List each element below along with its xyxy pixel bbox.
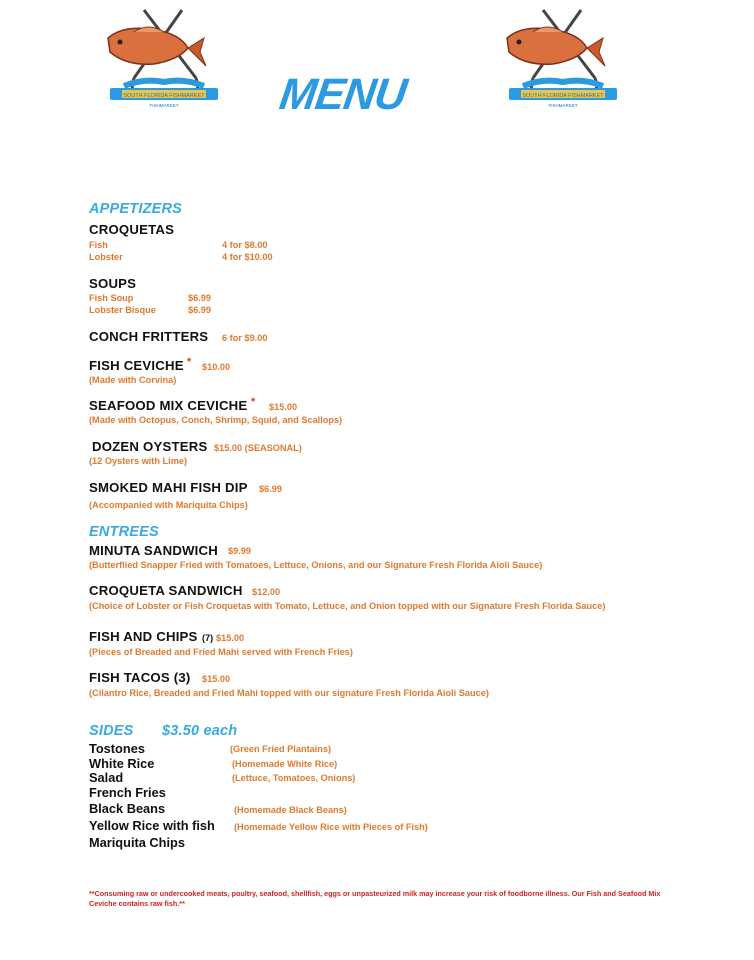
option-name: Lobster: [89, 252, 123, 262]
side-description: (Green Fried Plantains): [230, 744, 332, 754]
option-price: 4 for $8.00: [222, 240, 268, 250]
fish-logo-icon: [503, 8, 621, 112]
svg-text:SOUTH FLORIDA FISHMARKET: SOUTH FLORIDA FISHMARKET: [123, 93, 205, 99]
item-price: $15.00: [269, 402, 298, 412]
side-item: Tostones: [89, 741, 145, 756]
page-title: MENU: [276, 70, 410, 119]
raw-warning-star: *: [187, 356, 192, 368]
item-price: $12.00: [252, 587, 281, 597]
svg-text:SOUTH FLORIDA FISHMARKET: SOUTH FLORIDA FISHMARKET: [522, 93, 604, 99]
svg-text:FISHMARKET: FISHMARKET: [149, 103, 179, 108]
fish-logo-icon: [104, 8, 222, 112]
item-croquetas: CROQUETAS: [89, 222, 175, 237]
item-soups: SOUPS: [89, 276, 137, 291]
item-price: $6.99: [259, 484, 282, 494]
item-description: (Cilantro Rice, Breaded and Fried Mahi topped with our signature Fresh Florida Aioli Sauce): [89, 688, 489, 698]
item-fish-and-chips: FISH AND CHIPS: [89, 629, 198, 644]
item-fish-ceviche: FISH CEVICHE: [89, 358, 184, 373]
svg-text:FISHMARKET: FISHMARKET: [548, 103, 578, 108]
side-item: French Fries: [89, 785, 166, 800]
item-description: (Made with Octopus, Conch, Shrimp, Squid, and Scallops): [89, 415, 343, 425]
option-price: $6.99: [188, 293, 211, 303]
item-price: $15.00: [216, 633, 245, 643]
item-description: (Butterflied Snapper Fried with Tomatoes, Lettuce, Onions, and our Signature Fresh Florida Aioli Sauce): [89, 560, 543, 570]
item-dozen-oysters: DOZEN OYSTERS: [92, 439, 208, 454]
side-item: Yellow Rice with fish: [89, 818, 215, 833]
item-description: (12 Oysters with Lime): [89, 456, 188, 466]
logo-right: [503, 8, 621, 112]
item-price: $15.00 (SEASONAL): [214, 443, 302, 453]
side-item: Mariquita Chips: [89, 835, 185, 850]
item-description: (Made with Corvina): [89, 375, 177, 385]
section-heading-appetizers: APPETIZERS: [89, 201, 183, 217]
side-description: (Homemade Black Beans): [234, 805, 347, 815]
item-description: (Pieces of Breaded and Fried Mahi served with French Fries): [89, 647, 353, 657]
item-price: $15.00: [202, 674, 231, 684]
logo-left: [104, 8, 222, 112]
item-quantity: (7): [202, 633, 214, 643]
side-item: White Rice: [89, 756, 155, 771]
option-price: 4 for $10.00: [222, 252, 273, 262]
side-item: Black Beans: [89, 801, 166, 816]
option-name: Lobster Bisque: [89, 305, 156, 315]
option-name: Fish Soup: [89, 293, 134, 303]
item-fish-tacos: FISH TACOS (3): [89, 670, 191, 685]
item-minuta-sandwich: MINUTA SANDWICH: [89, 543, 218, 558]
side-item: Salad: [89, 770, 124, 785]
section-heading-entrees: ENTREES: [89, 524, 159, 540]
item-description: (Accompanied with Mariquita Chips): [89, 500, 248, 510]
item-seafood-mix-ceviche: SEAFOOD MIX CEVICHE: [89, 398, 248, 413]
item-price: $10.00: [202, 362, 231, 372]
sides-price: $3.50 each: [162, 723, 238, 739]
side-description: (Homemade Yellow Rice with Pieces of Fish): [234, 822, 428, 832]
option-price: $6.99: [188, 305, 211, 315]
side-description: (Lettuce, Tomatoes, Onions): [232, 773, 356, 783]
section-heading-sides: SIDES: [89, 723, 134, 739]
item-price: $9.99: [228, 546, 251, 556]
side-description: (Homemade White Rice): [232, 759, 338, 769]
item-price: 6 for $9.00: [222, 333, 268, 343]
raw-food-disclaimer: **Consuming raw or undercooked meats, poultry, seafood, shellfish, eggs or unpasteurized milk may increase your risk of foodborne illness. Our Fish and Seafood Mix Ceviche contains raw fish.**: [89, 889, 661, 908]
raw-warning-star: *: [251, 396, 256, 408]
item-conch-fritters: CONCH FRITTERS: [89, 329, 209, 344]
item-croqueta-sandwich: CROQUETA SANDWICH: [89, 583, 243, 598]
item-smoked-mahi-fish-dip: SMOKED MAHI FISH DIP: [89, 480, 248, 495]
option-name: Fish: [89, 240, 108, 250]
item-description: (Choice of Lobster or Fish Croquetas with Tomato, Lettuce, and Onion topped with our Signature Fresh Florida Sauce): [89, 601, 606, 611]
